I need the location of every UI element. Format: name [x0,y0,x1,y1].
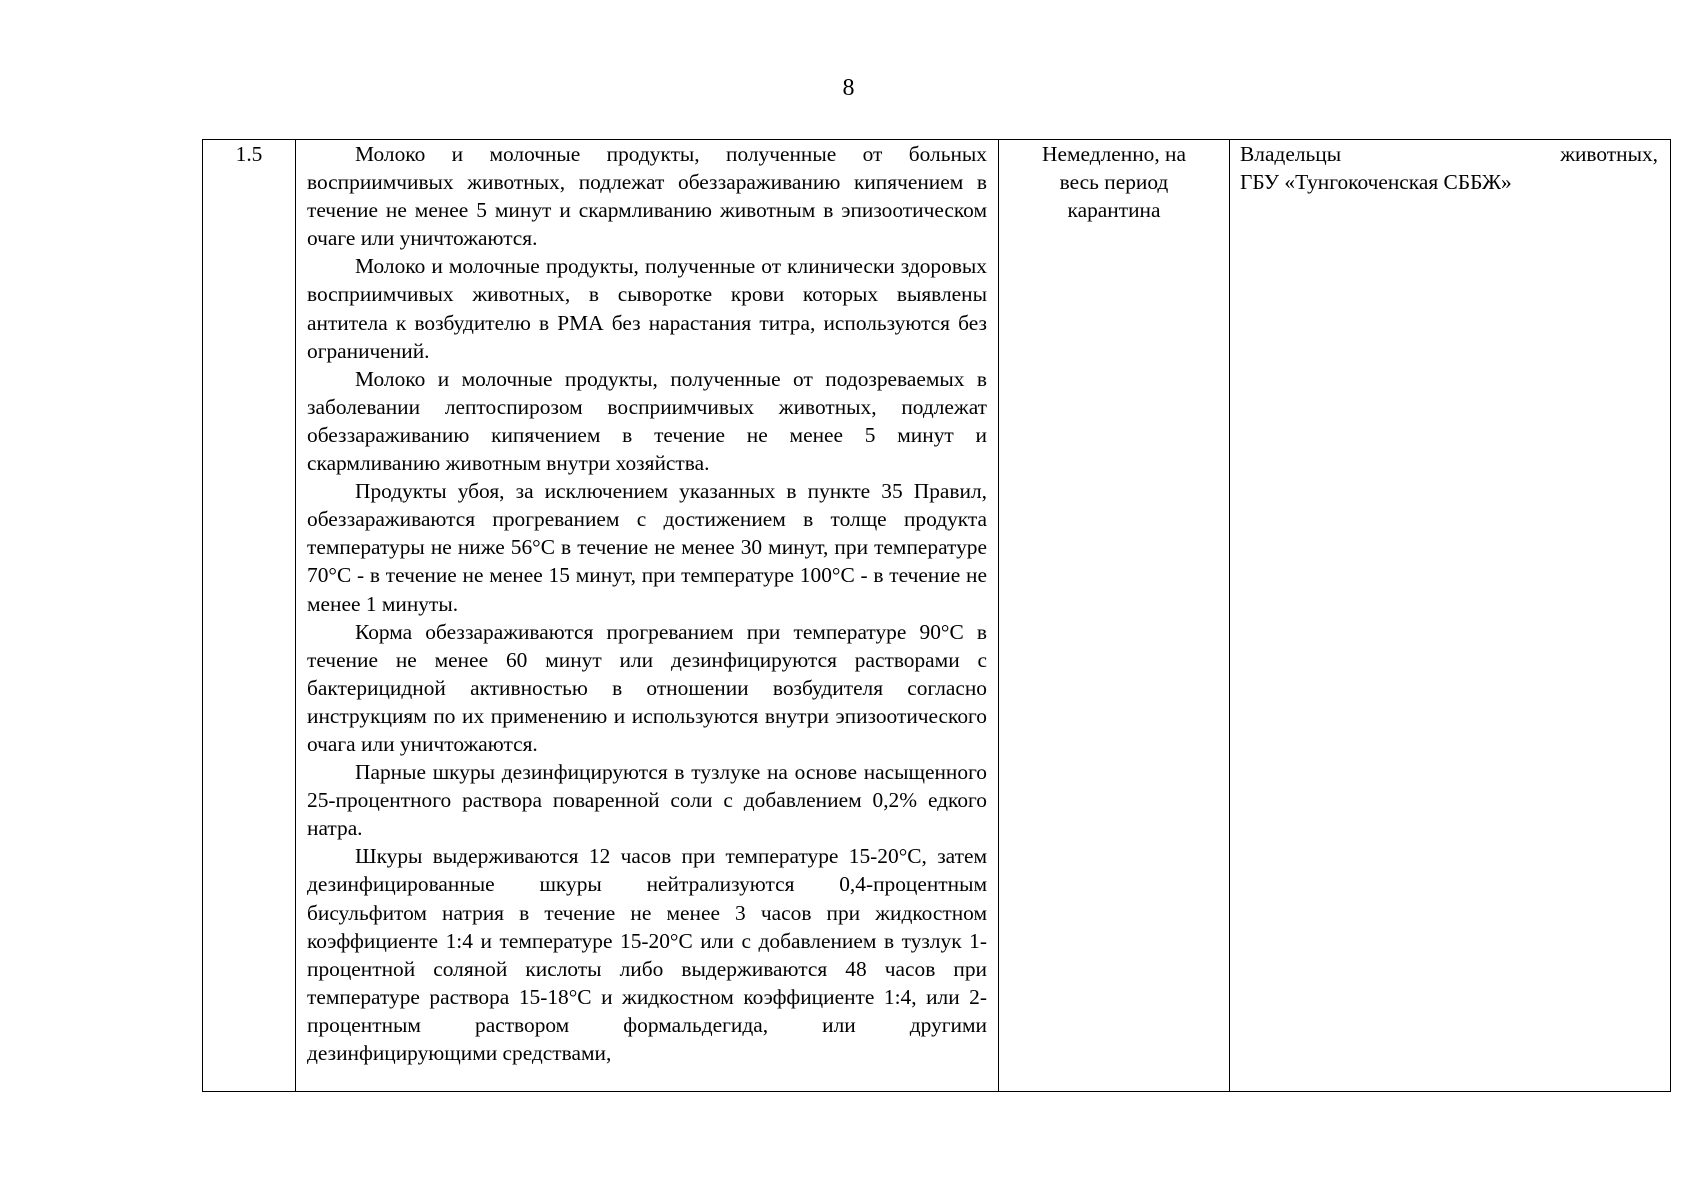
paragraph-fresh-skins: Парные шкуры дезинфицируются в тузлуке на основе насыщенного 25-процентного раствора поваренной соли с добавлением 0,2% едкого натра. [307,760,987,841]
responsible-animals: животных, [1560,142,1658,166]
term-line: весь период [1059,170,1169,195]
page-number: 8 [842,75,855,101]
term-line: Немедленно, на [1042,142,1186,166]
responsible-line [1240,140,1658,168]
measure-description-cell [296,140,999,1092]
paragraph-feed: Корма обеззараживаются прогреванием при температуре 90°C в течение не менее 60 минут или дезинфицируются растворами с бактерицидной активностью в отношении возбудителя согласно инструкциям по их применению и используются внутри эпизоотического очага или уничтожаются. [307,619,987,756]
paragraph-milk-suspected: Молоко и молочные продукты, полученные от подозреваемых в заболевании лептоспирозом восприимчивых животных, подлежат обеззараживанию кипячением в течение не менее 5 минут и скармливанию животным внутри хозяйства. [307,366,987,476]
term-line: карантина [1067,198,1161,223]
paragraph-milk-healthy: Молоко и молочные продукты, полученные от клинически здоровых восприимчивых животных, в сыворотке крови которых выявлены антитела к возбудителю в РМА без нарастания титра, используются без ограничений. [307,254,987,363]
paragraph-slaughter-products: Продукты убоя, за исключением указанных в пункте 35 Правил, обеззараживаются прогреванием с достижением в толще продукта температуры не ниже 56°C в течение не менее 30 минут, при температуре 70°C - в течение не менее 15 минут, при температуре 100°C - в течение не менее 1 минуты. [307,479,987,616]
row-number-cell [203,140,296,1092]
paragraph-skins-treatment: Шкуры выдерживаются 12 часов при температуре 15-20°C, затем дезинфицированные шкуры нейтрализуются 0,4-процентным бисульфитом натрия в течение не менее 3 часов при жидкостном коэффициенте 1:4 и температуре 15-20°C или с добавлением в тузлук 1-процентной соляной кислоты либо выдерживаются 48 часов при температуре раствора 15-18°C и жидкостном коэффициенте 1:4, или 2-процентным раствором формальдегида, или другими дезинфицирующими средствами, [307,844,987,1065]
paragraph-milk-sick: Молоко и молочные продукты, полученные от больных восприимчивых животных, подлежат обеззараживанию кипячением в течение не менее 5 минут и скармливанию животным в эпизоотическом очаге или уничтожаются. [307,142,987,251]
row-number: 1.5 [235,142,263,166]
responsible-cell [1230,140,1671,1092]
responsible-organization: ГБУ «Тунгокоченская СББЖ» [1240,170,1512,195]
term-cell [999,140,1230,1092]
table-row [203,140,1671,1092]
measures-table [202,139,1671,1092]
responsible-owners: Владельцы [1240,142,1342,166]
